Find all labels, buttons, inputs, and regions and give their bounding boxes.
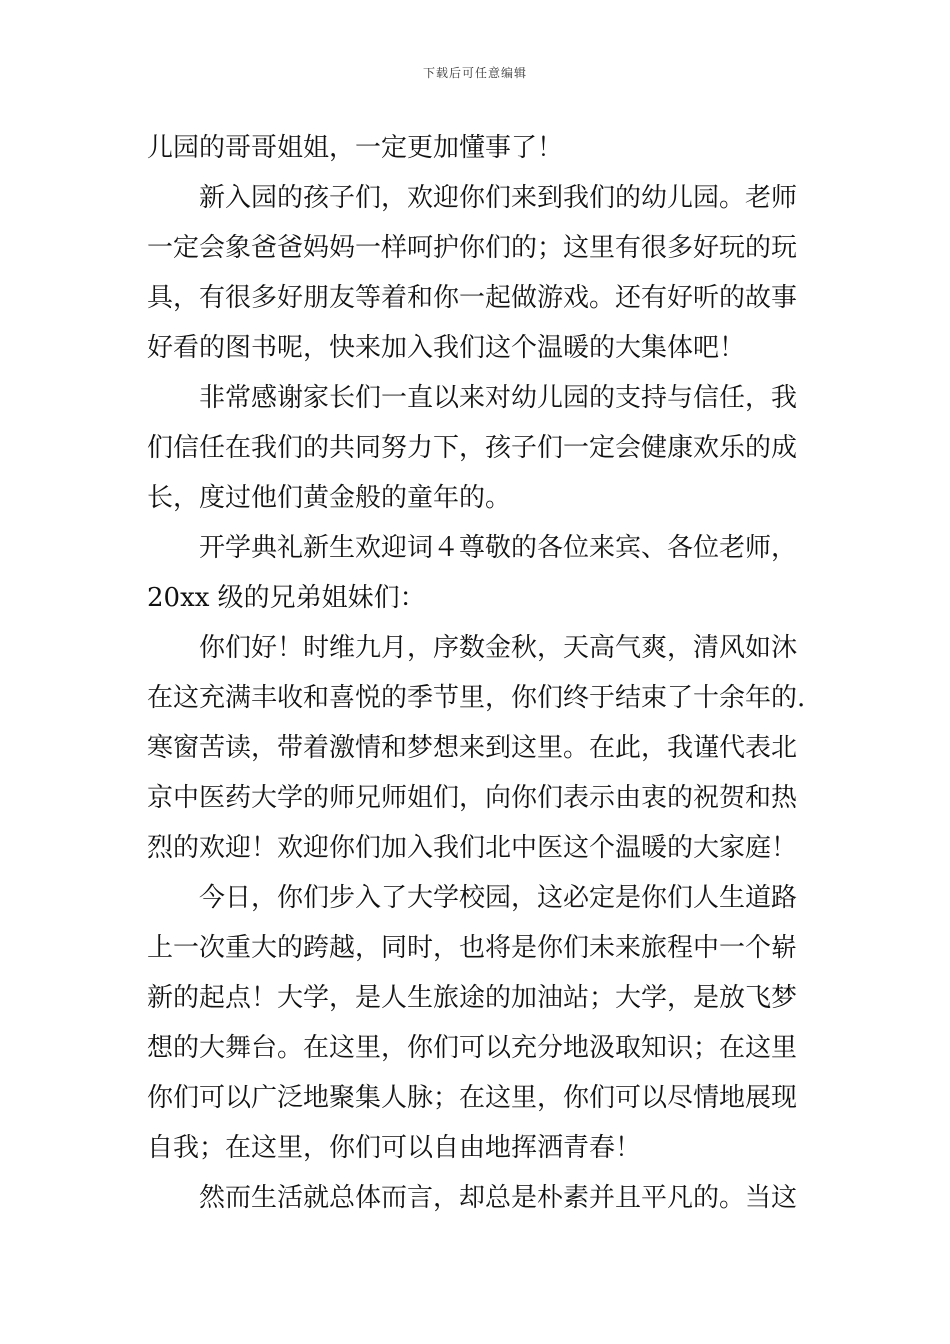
text-line: 一定会象爸爸妈妈一样呵护你们的；这里有很多好玩的玩	[147, 233, 798, 263]
document-body	[147, 123, 807, 1223]
text-line: 具，有很多好朋友等着和你一起做游戏。还有好听的故事	[147, 283, 798, 313]
text-line: 儿园的哥哥姐姐，一定更加懂事了！	[147, 133, 564, 163]
text-line: 新入园的孩子们，欢迎你们来到我们的幼儿园。老师	[199, 183, 798, 213]
text-line: 今日，你们步入了大学校园，这必定是你们人生道路	[199, 883, 798, 913]
page-header: 下载后可任意编辑	[422, 66, 527, 80]
text-line: 京中医药大学的师兄师姐们，向你们表示由衷的祝贺和热	[147, 783, 798, 813]
text-line: 开学典礼新生欢迎词４尊敬的各位来宾、各位老师，	[199, 533, 798, 563]
text-line: 20xx 级的兄弟姐妹们：	[147, 583, 426, 613]
text-line: 你们可以广泛地聚集人脉；在这里，你们可以尽情地展现	[147, 1083, 798, 1113]
text-line: 然而生活就总体而言，却总是朴素并且平凡的。当这	[199, 1183, 798, 1213]
text-line: 好看的图书呢，快来加入我们这个温暖的大集体吧！	[147, 333, 746, 363]
text-line: 自我；在这里，你们可以自由地挥洒青春！	[147, 1133, 642, 1163]
text-line: 长，度过他们黄金般的童年的。	[147, 483, 512, 513]
text-line: 想的大舞台。在这里，你们可以充分地汲取知识；在这里	[147, 1033, 798, 1063]
text-line: 你们好！时维九月，序数金秋，天高气爽，清风如沐	[199, 633, 798, 663]
text-line: 寒窗苦读，带着激情和梦想来到这里。在此，我谨代表北	[147, 733, 798, 763]
text-line: 们信任在我们的共同努力下，孩子们一定会健康欢乐的成	[147, 433, 798, 463]
text-line: 在这充满丰收和喜悦的季节里，你们终于结束了十余年的.	[147, 683, 806, 713]
text-line: 上一次重大的跨越，同时，也将是你们未来旅程中一个崭	[147, 933, 798, 963]
text-line: 新的起点！大学，是人生旅途的加油站；大学，是放飞梦	[147, 983, 798, 1013]
text-line: 非常感谢家长们一直以来对幼儿园的支持与信任，我	[199, 383, 798, 413]
text-line: 烈的欢迎！欢迎你们加入我们北中医这个温暖的大家庭！	[147, 833, 798, 863]
